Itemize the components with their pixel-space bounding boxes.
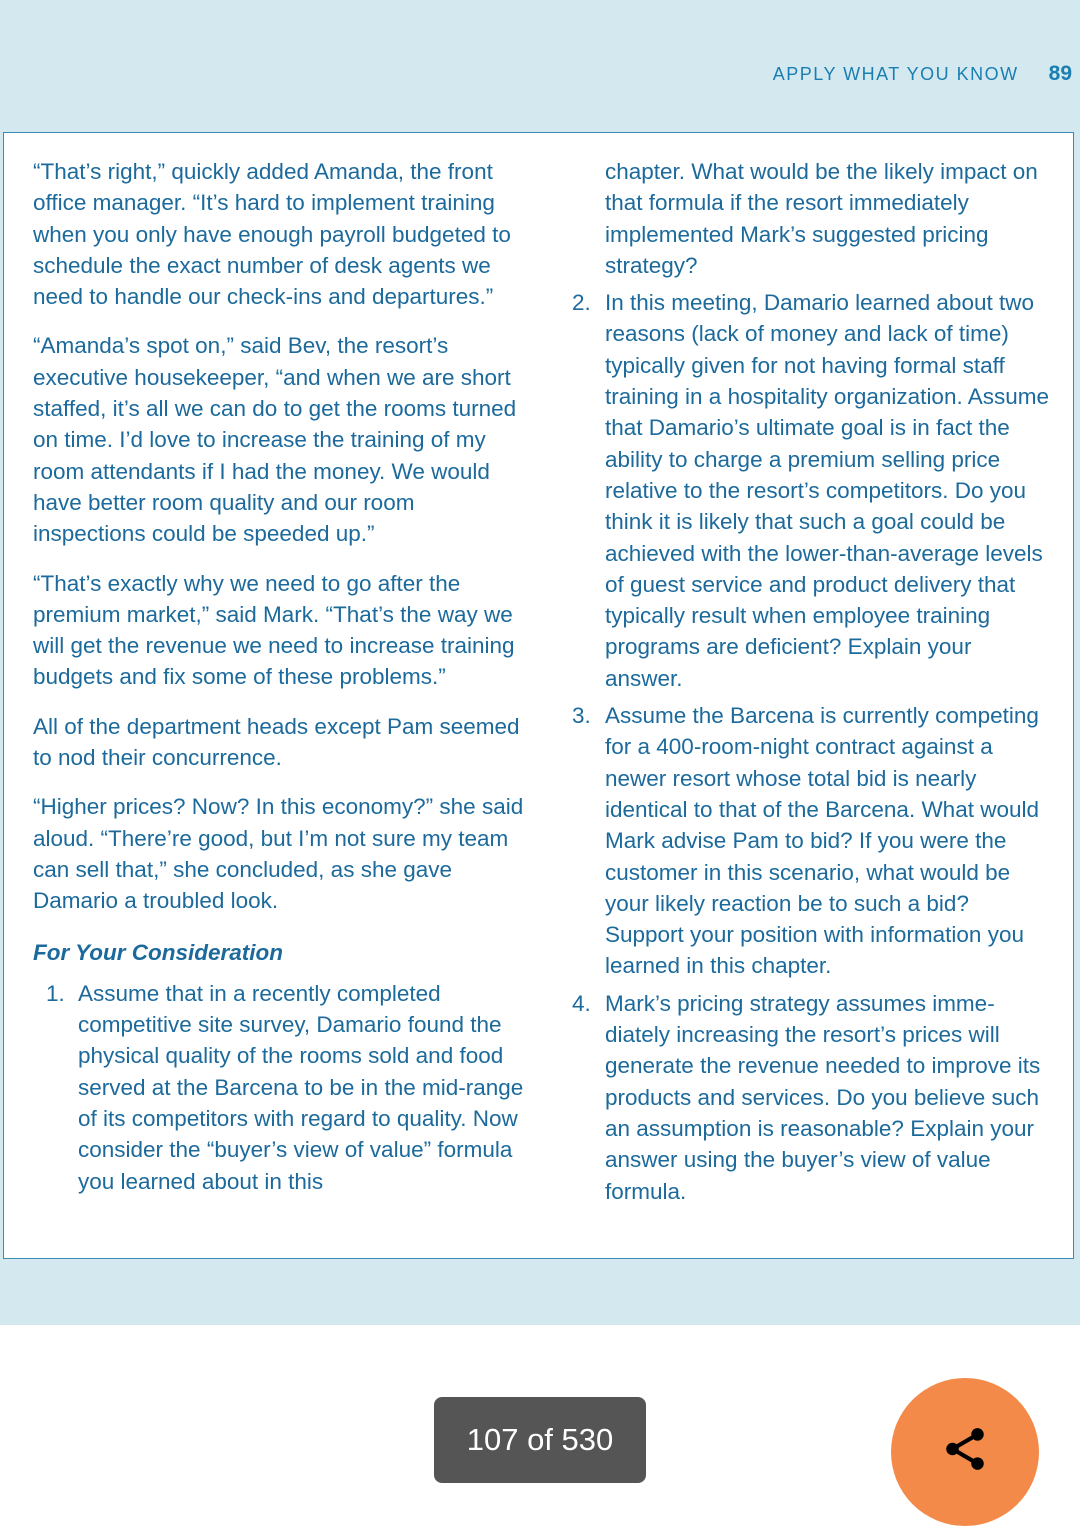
section-heading: For Your Consideration (33, 939, 284, 965)
share-button[interactable] (891, 1378, 1039, 1526)
right-column (572, 156, 1050, 1213)
page-header (773, 62, 1072, 86)
question-list (33, 978, 533, 1197)
share-icon (940, 1424, 990, 1474)
question-item (46, 978, 533, 1197)
question-item (572, 287, 1050, 694)
question-text: Assume that in a recently completed competitive site survey, Damario found the physical quality of the rooms sold and food served at the Barcena to be in the mid-range of its competitors with regard to quality. Now consider the “buyer’s view of value” formula you learned about in this (78, 980, 524, 1194)
question-continuation: chapter. What would be the likely impact on that formula if the resort immediately implemented Mark’s suggested pricing strategy? (605, 159, 1038, 278)
question-item (572, 700, 1050, 982)
question-item (572, 988, 1050, 1207)
paragraph: “That’s right,” quickly added Amanda, the front office manager. “It’s hard to implement training when you only have enough payroll budgeted to schedule the exact number of desk agents we need to handle our check-ins and departures.” (33, 159, 511, 310)
paragraph: “Higher prices? Now? In this economy?” she said aloud. “There’re good, but I’m not sure my team can sell that,” she concluded, as she gave Damario a troubled look. (33, 794, 524, 914)
paragraph: “Amanda’s spot on,” said Bev, the resort’s executive housekeeper, “and when we are short staffed, it’s all we can do to get the rooms turned on time. I’d love to increase the training of my room attendants if I had the money. We would have better room quality and our room inspections could be speeded up.” (33, 333, 517, 547)
question-text: Assume the Barcena is currently competing for a 400-room-night contract against a newer resort whose total bid is nearly identical to that of the Barcena. What would Mark advise Pam to bid? If you were the customer in this scenario, what would be your likely reaction be to such a bid? Support your position with information you learned in this chapter. (605, 703, 1040, 979)
question-text: In this meeting, Damario learned about two reasons (lack of money and lack of time) typically given for not having formal staff training in a hospitality organization. Assume that Damario’s ultimate goal is in fact the ability to charge a premium selling price relative to the resort’s competitors. Do you think it is likely that such a goal could be achieved with the lower-than-average levels of guest service and product delivery that typically result when employee training programs are deficient? Explain your answer. (605, 290, 1050, 691)
page-number: 89 (1048, 62, 1072, 85)
question-number: 4. (572, 990, 591, 1016)
left-column (33, 156, 533, 1203)
question-text: Mark’s pricing strategy assumes immediately increasing the resort’s prices will generate the revenue needed to improve its products and services. Do you believe such an assumption is reasonable? Explain your answer using the buyer’s view of value formula. (605, 990, 1041, 1204)
question-list (572, 287, 1050, 1207)
running-head: APPLY WHAT YOU KNOW (772, 64, 1019, 84)
question-number: 1. (46, 980, 65, 1006)
page-counter: 107 of 530 (434, 1397, 646, 1483)
question-number: 2. (572, 290, 591, 316)
question-number: 3. (572, 703, 591, 729)
paragraph: All of the department heads except Pam seemed to nod their concurrence. (33, 713, 520, 771)
paragraph: “That’s exactly why we need to go after the premium market,” said Mark. “That’s the way we will get the revenue we need to increase training budgets and fix some of these problems.” (33, 570, 515, 690)
